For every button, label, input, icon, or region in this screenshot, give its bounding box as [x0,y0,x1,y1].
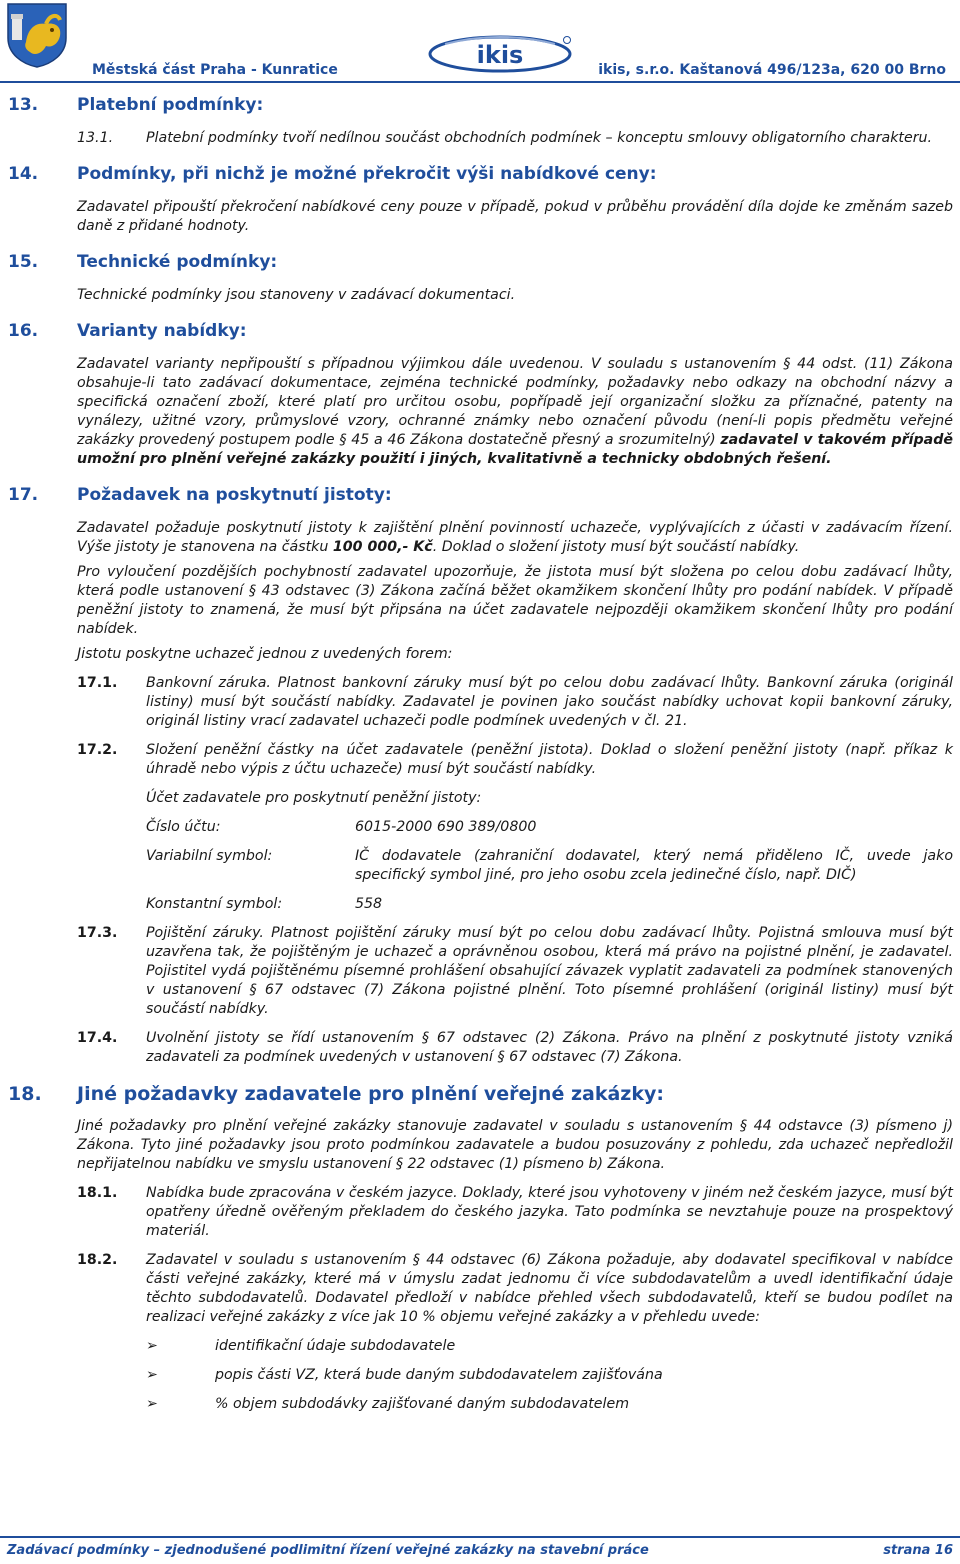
header-municipality: Městská část Praha - Kunratice [92,62,338,78]
clause-17-1 [0,674,953,731]
clause-text: Platební podmínky tvoří nedílnou součást obchodních podmínek – konceptu smlouvy obligatorního charakteru. [146,130,933,146]
footer-divider [0,1536,960,1538]
clause-number: 17.3. [77,925,118,941]
paragraph-text: Zadavatel požaduje poskytnutí jistoty k zajištění plnění povinností uchazeče, vyplývajících z účasti v zadávacím řízení. Výše jistoty je stanovena na částku [77,520,953,555]
section-number: 14. [8,164,39,184]
account-title [146,789,953,808]
section-heading-13 [0,95,960,125]
clause-number: 17.1. [77,675,118,691]
clause-text: Nabídka bude zpracována v českém jazyce. Doklady, které jsou vyhotoveny v jiném než českém jazyce, musí být opatřeny úředně ověřeným překladem do českého jazyka. Tato podmínka se nevztahuje pouze na prospektový materiál. [146,1185,953,1239]
paragraph [77,355,953,469]
list-item [146,1366,960,1385]
clause-text: Pojištění záruky. Platnost pojištění záruky musí být po celou dobu zadávací lhůty. Pojistná smlouva musí být uzavřena tak, že pojištěným je uchazeč a oprávněnou osobou, která má právo na pojistné plnění, je zadavatel. Pojistitel vydá pojištěnému písemné prohlášení obsahující závazek vyplatit zadavateli za podmínek stanovených v ustanovení § 67 odstavec (7) Zákona pojistné plnění. Toto písemné prohlášení (originál listiny) musí být součástí nabídky. [146,925,953,1017]
paragraph: Jistotu poskytne uchazeč jednou z uvedených forem: [77,646,453,662]
clause-number: 18.1. [77,1185,118,1201]
section-title: Varianty nabídky: [77,321,247,341]
arrow-bullet-icon: ➢ [146,1367,158,1383]
list-item-text: popis části VZ, která bude daným subdodavatelem zajišťována [215,1367,663,1383]
clause-number: 17.2. [77,742,118,758]
page-header [0,0,960,82]
list-item-text: identifikační údaje subdodavatele [215,1338,456,1354]
section-heading-15 [0,252,960,282]
variable-symbol-row [146,847,953,885]
clause-number: 13.1. [77,130,114,146]
section-title: Platební podmínky: [77,95,264,115]
account-value: IČ dodavatele (zahraniční dodavatel, který nemá přiděleno IČ, uvede jako specifický symbol jiné, pro jeho osobu zcela jedinečné číslo, např. DIČ) [355,848,953,883]
account-label: Variabilní symbol: [146,848,273,864]
clause-18-1 [0,1184,953,1241]
paragraph [77,519,953,557]
document-body [0,95,960,1414]
page-number: strana 16 [883,1543,953,1558]
section-title: Technické podmínky: [77,252,278,272]
clause-text: Zadavatel v souladu s ustanovením § 44 odstavec (6) Zákona požaduje, aby dodavatel specifikoval v nabídce části veřejné zakázky, které má v úmyslu zadat jednomu či více subdodavatelům a uvedl identifikační údaje těchto subdodavatelů. Dodavatel předloží v nabídce přehled všech subdodavatelů, kteří se budou podílet na realizaci veřejné zakázky z více jak 10 % objemu veřejné zakázky a v přehledu uvede: [146,1252,953,1325]
clause-13-1 [0,129,953,148]
list-item [146,1337,960,1356]
section-title: Požadavek na poskytnutí jistoty: [77,485,392,505]
header-divider [0,81,960,83]
paragraph: Zadavatel připouští překročení nabídkové ceny pouze v případě, pokud v průběhu provádění díla dojde ke změnám sazeb daně z přidané hodnoty. [77,199,953,234]
clause-number: 17.4. [77,1030,118,1046]
paragraph: Technické podmínky jsou stanoveny v zadávací dokumentaci. [77,287,516,303]
section-title: Podmínky, při nichž je možné překročit výši nabídkové ceny: [77,164,657,184]
account-value: 6015-2000 690 389/0800 [355,819,537,835]
section-heading-18 [0,1083,960,1113]
account-value: 558 [355,896,383,912]
clause-text: Uvolnění jistoty se řídí ustanovením § 67 odstavec (2) Zákona. Právo na plnění z poskytnuté jistoty vzniká zadavateli za podmínek uvedených v ustanovení § 67 odstavec (7) Zákona. [146,1030,953,1065]
paragraph: Pro vyloučení pozdějších pochybností zadavatel upozorňuje, že jistota musí být složena po celou dobu zadávací lhůty, která podle ustanovení § 43 odstavec (3) Zákona začíná běžet okamžikem skončení lhůty pro podání nabídek. V případě peněžní jistoty to znamená, že musí být připsána na účet zadavatele nejpozději okamžikem skončení lhůty pro podání nabídek. [77,564,953,637]
section-heading-17 [0,485,960,515]
account-label: Číslo účtu: [146,819,221,835]
section-title: Jiné požadavky zadavatele pro plnění veřejné zakázky: [77,1083,664,1105]
list-item [146,1395,960,1414]
clause-text: Složení peněžní částky na účet zadavatele (peněžní jistota). Doklad o složení peněžní jistoty (např. příkaz k úhradě nebo výpis z účtu uchazeče) musí být součástí nabídky. [146,742,953,777]
account-number-row [146,818,953,837]
clause-17-2 [0,741,953,779]
clause-text: Bankovní záruka. Platnost bankovní záruky musí být po celou dobu zadávací lhůty. Bankovní záruka (originál listiny) musí být součástí nabídky. Zadavatel je povinen jako součást nabídky uchovat kopii bankovní záruky, originál listiny vrací zadavatel uchazeči podle podmínek uvedených v čl. 21. [146,675,953,729]
clause-17-3 [0,924,953,1019]
coat-of-arms-icon [6,2,68,68]
clause-number: 18.2. [77,1252,118,1268]
ikis-logo-text: ikis [476,41,524,69]
account-title-text: Účet zadavatele pro poskytnutí peněžní jistoty: [146,790,482,806]
arrow-bullet-icon: ➢ [146,1396,158,1412]
section-heading-14 [0,164,960,194]
section-number: 15. [8,252,39,272]
ikis-logo [427,34,573,74]
paragraph-text: Zadavatel varianty nepřipouští s případnou výjimkou dále uvedenou. V souladu s ustanovením § 44 odst. (11) Zákona obsahuje-li tato zadávací dokumentace, zejména technické podmínky, požadavky nebo odkazy na obchodní názvy a specifická označení zboží, které platí pro určitou osobu, popřípadě její organizační složku za příznačné, patenty na vynálezy, užitné vzory, průmyslové vzory, ochranné známky nebo označení původu (není-li popis předmětu veřejné zakázky provedený postupem podle § 45 a 46 Zákona dostatečně přesný a srozumitelný) [77,356,953,448]
section-number: 17. [8,485,39,505]
account-label: Konstantní symbol: [146,896,283,912]
paragraph: Jiné požadavky pro plnění veřejné zakázky stanovuje zadavatel v souladu s ustanovením § 44 odstavce (3) písmeno j) Zákona. Tyto jiné požadavky jsou proto podmínkou zadavatele a budou posuzovány z pohledu, zda uchazeč nepředložil nepřijatelnou nabídku ve smyslu ustanovení § 22 odstavec (1) písmeno b) Zákona. [77,1118,953,1172]
header-company-address: ikis, s.r.o. Kaštanová 496/123a, 620 00 Brno [598,62,946,78]
clause-17-4 [0,1029,953,1067]
clause-18-2 [0,1251,953,1327]
section-number: 18. [8,1083,42,1105]
section-heading-16 [0,321,960,351]
arrow-bullet-icon: ➢ [146,1338,158,1354]
paragraph-bold-text: zadavatel v takovém případě umožní pro plnění veřejné zakázky použití i jiných, kvalitativně a technicky obdobných řešení. [77,432,953,467]
constant-symbol-row [146,895,953,914]
footer-document-title: Zadávací podmínky – zjednodušené podlimitní řízení veřejné zakázky na stavební práce [7,1543,649,1558]
section-number: 13. [8,95,39,115]
guarantee-amount: 100 000,- Kč [332,539,433,555]
list-item-text: % objem subdodávky zajišťované daným subdodavatelem [215,1396,630,1412]
section-number: 16. [8,321,39,341]
paragraph-text: . Doklad o složení jistoty musí být součástí nabídky. [432,539,800,555]
